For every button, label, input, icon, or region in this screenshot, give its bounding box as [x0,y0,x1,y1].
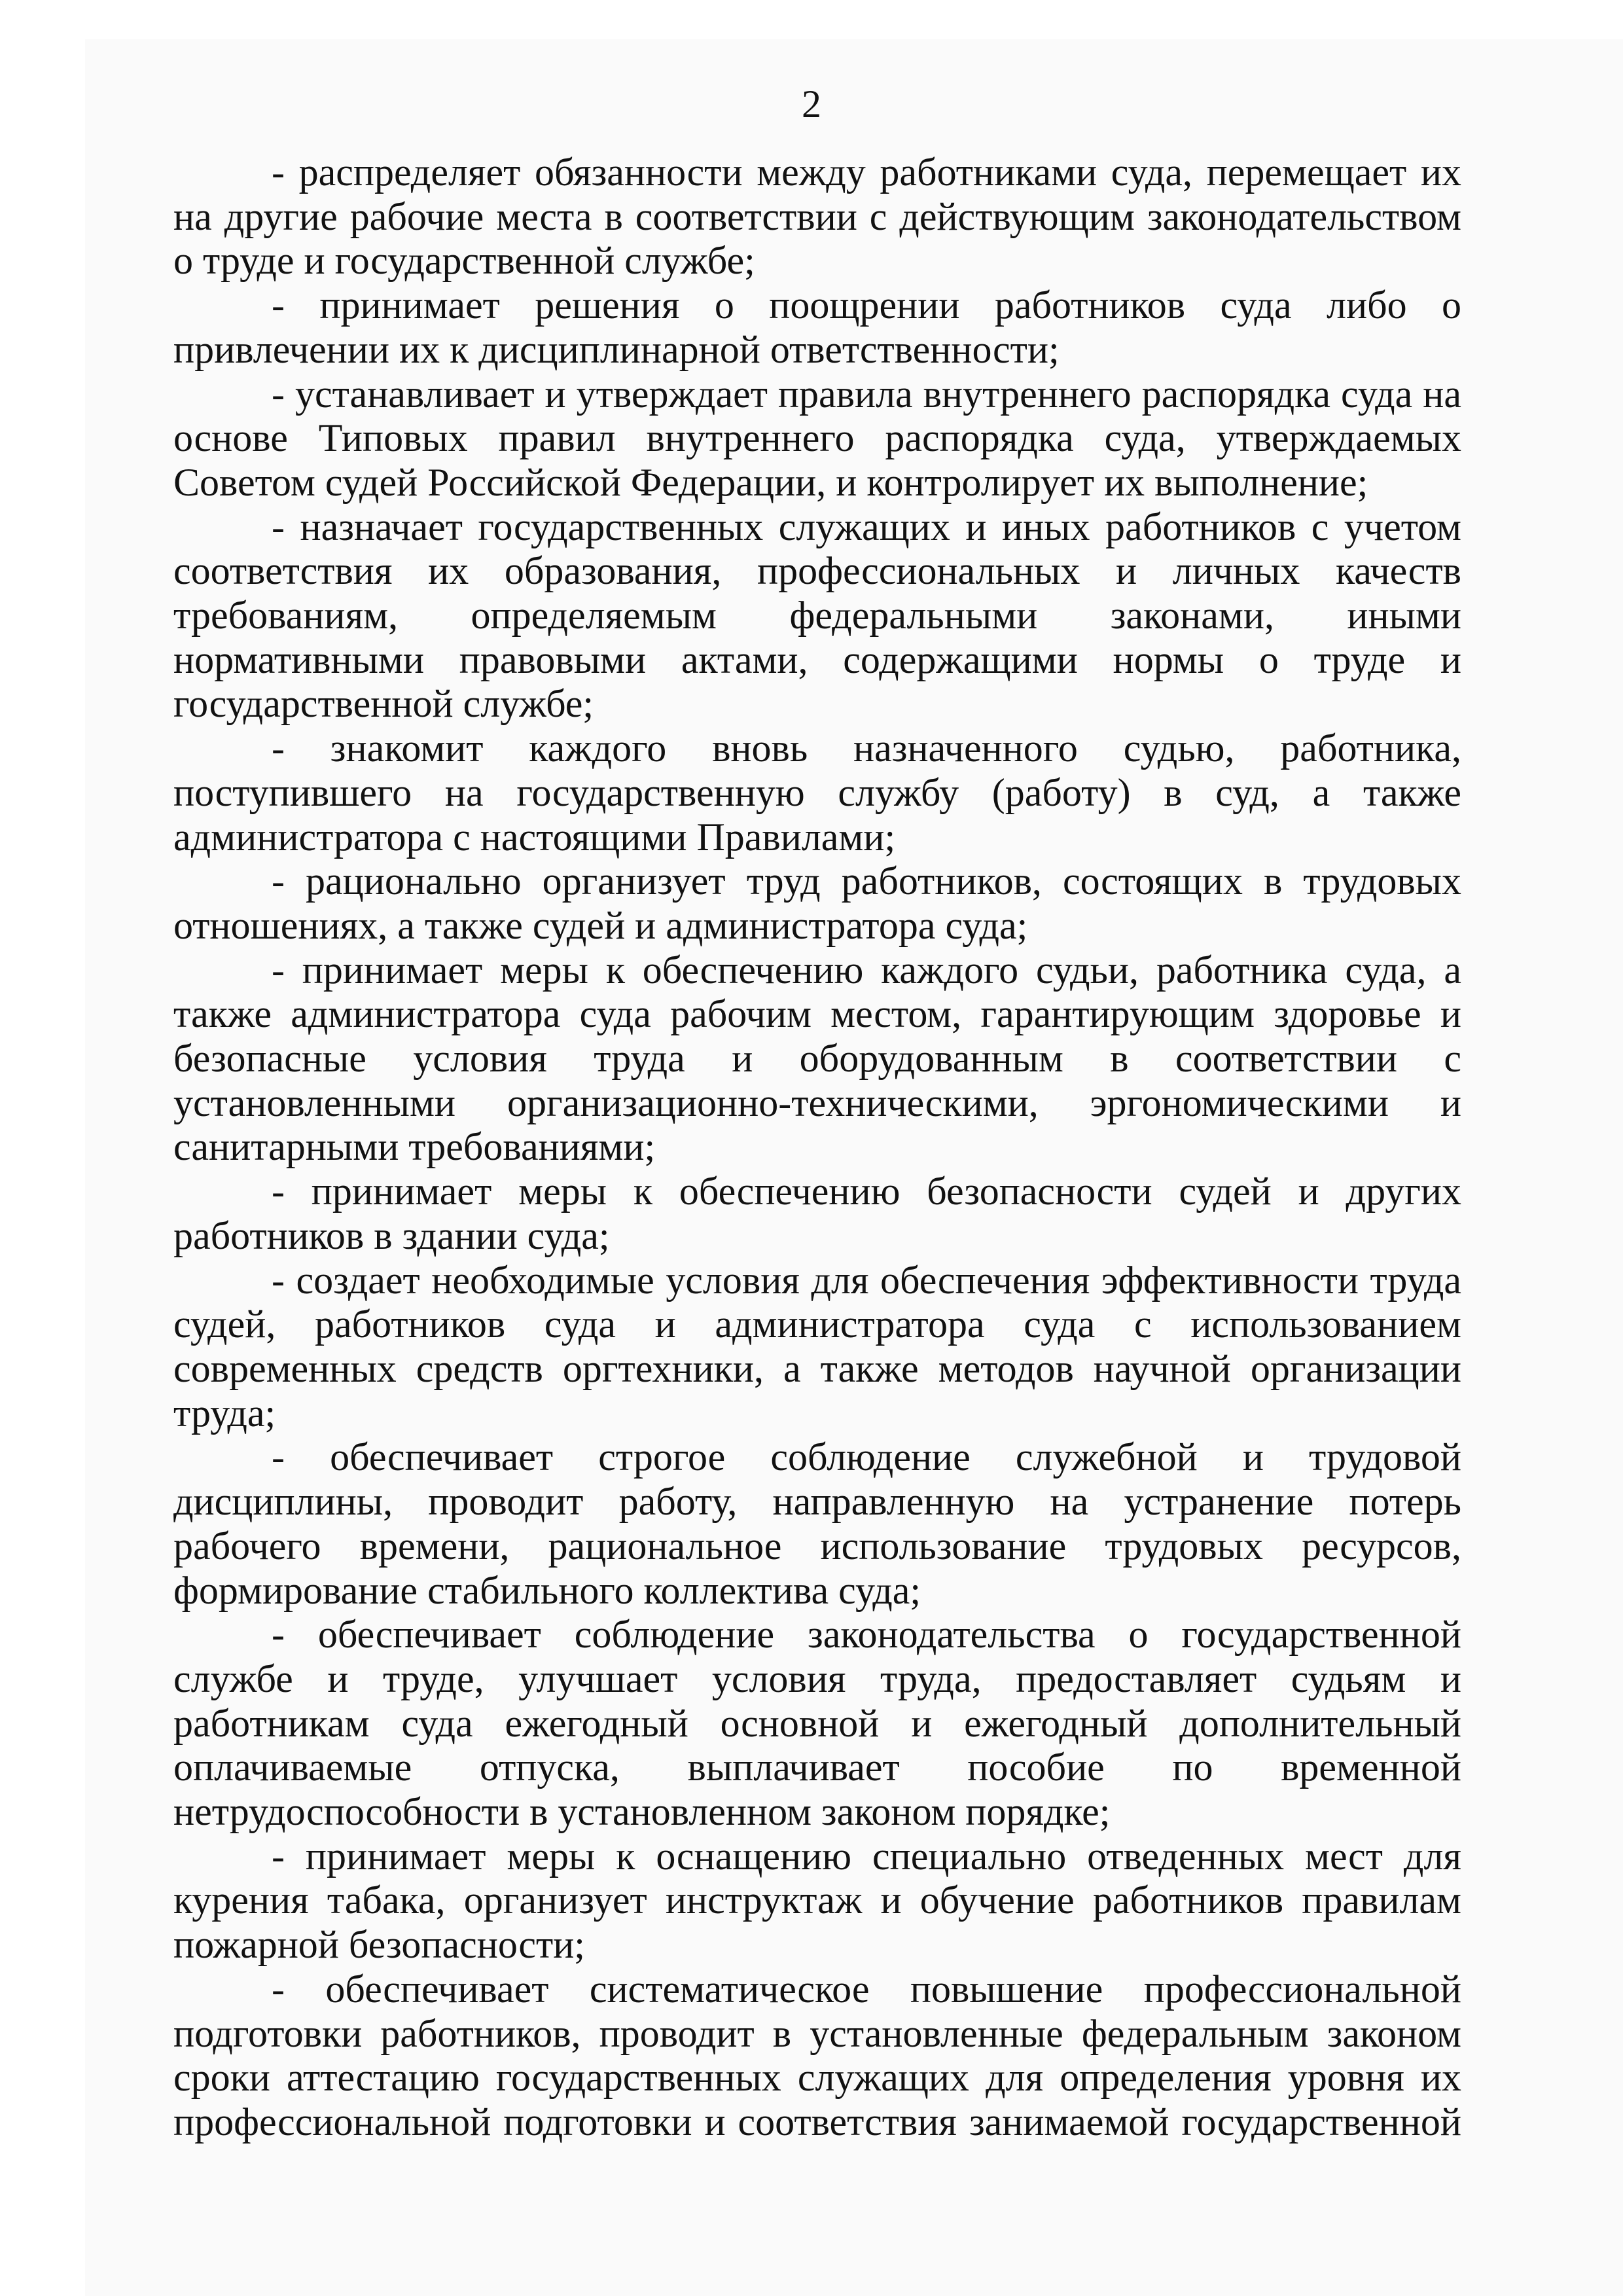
paragraph: - обеспечивает систематическое повышение профессиональной подготовки работников, проводит в установленные федеральным законом сроки аттестацию государственных служащих для определения уровня их профессиональной подготовки и соответствия занимаемой государственной [173,1967,1461,2144]
paragraph: - принимает меры к оснащению специально отведенных мест для курения табака, организует инструктаж и обучение работников правилам пожарной безопасности; [173,1834,1461,1967]
paragraph: - рационально организует труд работников, состоящих в трудовых отношениях, а также судей и администратора суда; [173,859,1461,947]
page-number: 2 [802,82,821,126]
paragraph: - принимает меры к обеспечению безопасности судей и других работников в здании суда; [173,1170,1461,1257]
paragraph: - устанавливает и утверждает правила внутреннего распорядка суда на основе Типовых правил внутреннего распорядка суда, утверждаемых Советом судей Российской Федерации, и контролирует их выполнение; [173,372,1461,504]
paragraph: - создает необходимые условия для обеспечения эффективности труда судей, работников суда и администратора суда с использованием современных средств оргтехники, а также методов научной организации труда; [173,1258,1461,1435]
paragraph: - знакомит каждого вновь назначенного судью, работника, поступившего на государственную службу (работу) в суд, а также администратора с настоящими Правилами; [173,726,1461,859]
paragraph: - принимает меры к обеспечению каждого судьи, работника суда, а также администратора суда рабочим местом, гарантирующим здоровье и безопасные условия труда и оборудованным в соответствии с установленными организационно-техническими, эргономическими и санитарными требованиями; [173,948,1461,1169]
paragraph: - распределяет обязанности между работниками суда, перемещает их на другие рабочие места в соответствии с действующим законодательством о труде и государственной службе; [173,151,1461,283]
paragraph: - обеспечивает строгое соблюдение служебной и трудовой дисциплины, проводит работу, направленную на устранение потерь рабочего времени, рациональное использование трудовых ресурсов, формирование стабильного коллектива суда; [173,1435,1461,1612]
paragraph: - назначает государственных служащих и иных работников с учетом соответствия их образования, профессиональных и личных качеств требованиям, определяемым федеральными законами, иными нормативными правовыми актами, содержащими нормы о труде и государственной службе; [173,505,1461,726]
paragraph: - обеспечивает соблюдение законодательства о государственной службе и труде, улучшает условия труда, предоставляет судьям и работникам суда ежегодный основной и ежегодный дополнительный оплачиваемые отпуска, выплачивает пособие по временной нетрудоспособности в установленном законом порядке; [173,1613,1461,1834]
document-body [173,151,1461,2145]
paragraph: - принимает решения о поощрении работников суда либо о привлечении их к дисциплинарной ответственности; [173,283,1461,371]
